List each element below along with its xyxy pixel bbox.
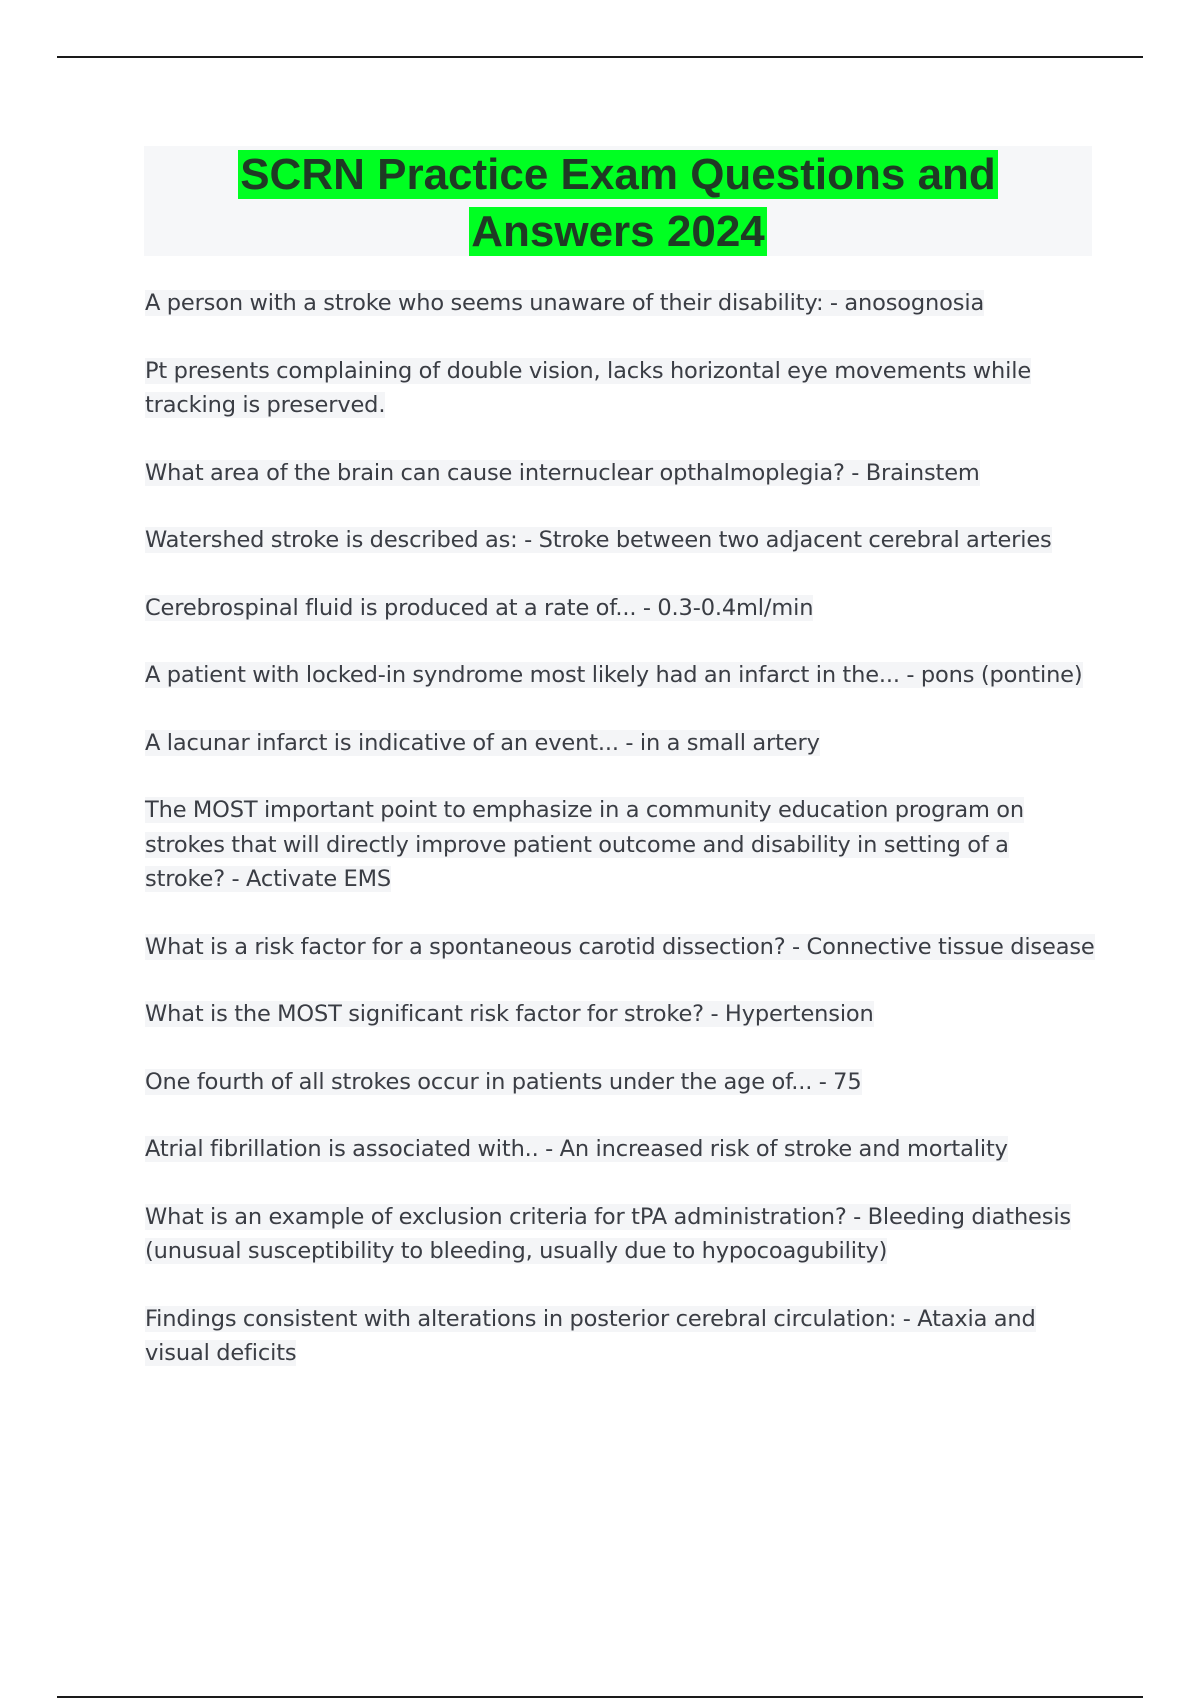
qa-text: A lacunar infarct is indicative of an event... - in a small artery <box>145 729 820 756</box>
page-title <box>144 146 1092 260</box>
qa-text: What is a risk factor for a spontaneous carotid dissection? - Connective tissue disease <box>145 933 1095 960</box>
qa-text: What is the MOST significant risk factor for stroke? - Hypertension <box>145 1001 874 1027</box>
qa-item <box>145 726 1095 761</box>
qa-text: Pt presents complaining of double vision, lacks horizontal eye movements while tracking is preserved. <box>145 357 1032 418</box>
page-title-line-2: Answers 2024 <box>471 207 765 256</box>
bottom-rule <box>57 1696 1143 1698</box>
qa-item <box>145 997 1095 1032</box>
qa-text: Cerebrospinal fluid is produced at a rate of... - 0.3-0.4ml/min <box>145 594 814 621</box>
qa-item <box>145 1065 1095 1100</box>
qa-text: What area of the brain can cause internuclear opthalmoplegia? - Brainstem <box>145 459 980 486</box>
qa-item <box>145 1200 1095 1269</box>
qa-item <box>145 286 1095 321</box>
qa-text: Findings consistent with alterations in posterior cerebral circulation: - Ataxia and visual deficits <box>145 1305 1036 1366</box>
qa-item <box>145 354 1095 423</box>
qa-item <box>145 930 1095 965</box>
qa-text: One fourth of all strokes occur in patients under the age of... - 75 <box>145 1068 862 1095</box>
qa-item <box>145 1302 1095 1371</box>
qa-text: A patient with locked-in syndrome most likely had an infarct in the... - pons (pontine) <box>145 662 1083 688</box>
qa-item <box>145 658 1095 693</box>
qa-item <box>145 591 1095 626</box>
qa-item <box>145 793 1095 897</box>
qa-text: Watershed stroke is described as: - Stroke between two adjacent cerebral arteries <box>145 527 1052 553</box>
qa-text: Atrial fibrillation is associated with.. - An increased risk of stroke and mortality <box>145 1136 1008 1162</box>
title-box <box>144 146 1092 256</box>
qa-text: A person with a stroke who seems unaware of their disability: - anosognosia <box>145 290 985 316</box>
qa-item <box>145 1132 1095 1167</box>
qa-text: What is an example of exclusion criteria for tPA administration? - Bleeding diathesis (unusual susceptibility to bleeding, usually due to hypocoagubility) <box>145 1203 1071 1264</box>
question-answer-list <box>145 286 1095 1404</box>
qa-item <box>145 456 1095 491</box>
top-rule <box>57 56 1143 58</box>
page-title-line-1: SCRN Practice Exam Questions and <box>240 150 996 199</box>
qa-item <box>145 523 1095 558</box>
qa-text: The MOST important point to emphasize in a community education program on strokes that will directly improve patient outcome and disability in setting of a stroke? - Activate EMS <box>145 797 1024 892</box>
